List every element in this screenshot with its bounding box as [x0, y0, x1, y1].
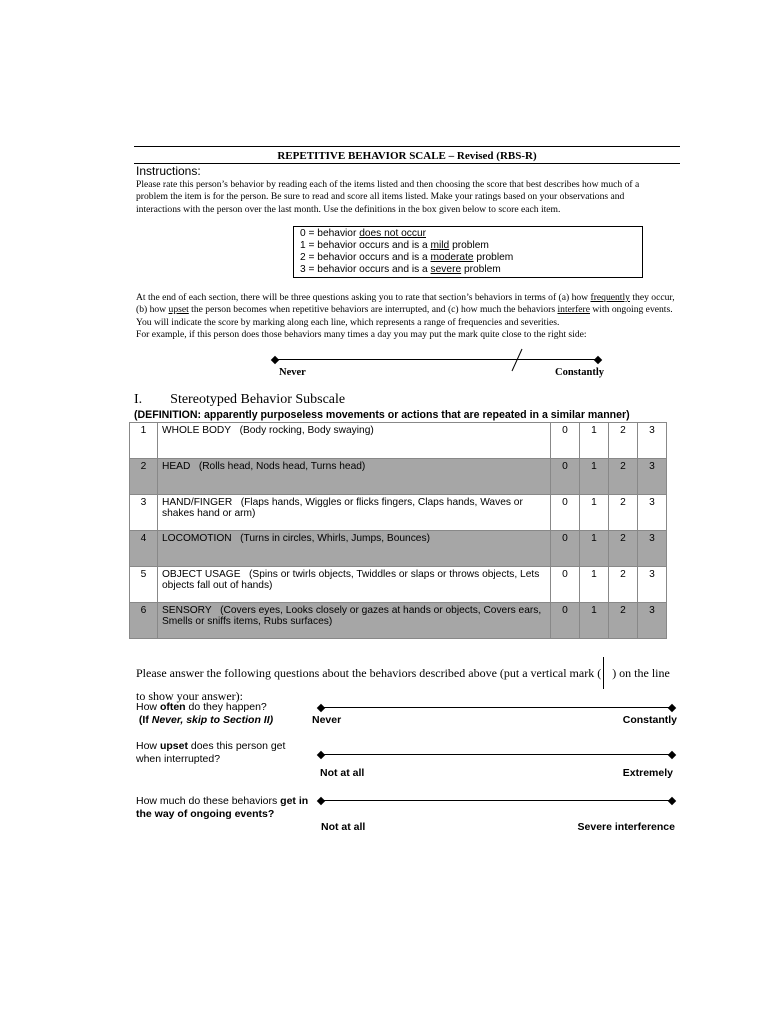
definition-3: 3 = behavior occurs and is a severe problem: [300, 264, 501, 275]
questions-intro: Please answer the following questions about the behaviors described above (put a vertical mark ( ) on the line to show your answer):: [136, 657, 676, 704]
score-option-1[interactable]: 1: [580, 423, 609, 459]
table-row: [130, 567, 667, 603]
score-option-0[interactable]: 0: [551, 603, 580, 639]
score-option-3[interactable]: 3: [638, 603, 667, 639]
score-option-0[interactable]: 0: [551, 495, 580, 531]
table-row: [130, 459, 667, 495]
often-scale-left-label: Never: [312, 714, 342, 726]
table-row: [130, 423, 667, 459]
question-upset: How upset does this person get when interrupted?: [136, 740, 286, 765]
section-definition: (DEFINITION: apparently purposeless movements or actions that are repeated in a similar manner): [134, 409, 630, 421]
items-table: [129, 422, 667, 639]
score-option-3[interactable]: 3: [638, 567, 667, 603]
item-number: 6: [130, 603, 158, 639]
example-scale-right-label: Constantly: [555, 367, 605, 378]
item-examples: (Turns in circles, Whirls, Jumps, Bounces): [240, 533, 430, 544]
item-number: 3: [130, 495, 158, 531]
score-option-1[interactable]: 1: [580, 603, 609, 639]
item-description: [158, 567, 551, 603]
item-number: 2: [130, 459, 158, 495]
example-mark: [510, 348, 524, 372]
upset-scale-right-label: Extremely: [622, 767, 673, 779]
score-option-2[interactable]: 2: [609, 603, 638, 639]
page-title: REPETITIVE BEHAVIOR SCALE – Revised (RBS-R): [277, 150, 537, 162]
item-name: SENSORY: [162, 605, 212, 616]
score-option-1[interactable]: 1: [580, 531, 609, 567]
often-scale-left-end: [317, 704, 325, 712]
top-rule: [134, 146, 680, 147]
item-name: HAND/FINGER: [162, 497, 233, 508]
score-option-0[interactable]: 0: [551, 567, 580, 603]
interference-scale-left-label: Not at all: [321, 821, 366, 833]
interference-scale-left-end: [317, 797, 325, 805]
instructions-heading: Instructions:: [136, 164, 201, 178]
item-name: LOCOMOTION: [162, 533, 232, 544]
often-scale-line[interactable]: [321, 707, 671, 708]
item-number: 4: [130, 531, 158, 567]
score-option-1[interactable]: 1: [580, 567, 609, 603]
example-scale-right-end: [594, 356, 602, 364]
question-interference: How much do these behaviors get in the way of ongoing events?: [136, 795, 309, 820]
score-option-2[interactable]: 2: [609, 459, 638, 495]
definition-2: 2 = behavior occurs and is a moderate problem: [300, 252, 514, 263]
item-description: [158, 459, 551, 495]
item-name: WHOLE BODY: [162, 425, 232, 436]
rating-explanation: At the end of each section, there will be three questions asking you to rate that section’s behaviors in terms of (a) how frequently they occur, (b) how upset the person becomes when repetitive behaviors are interrupted, and (c) how much the behaviors interfere with ongoing events. You will indicate the score by marking along each line, which represents a range of frequencies and severities. For example, if this person does those behaviors many times a day you may put the mark quite close to the right side:: [136, 292, 675, 341]
item-description: [158, 423, 551, 459]
score-option-3[interactable]: 3: [638, 459, 667, 495]
upset-scale-left-label: Not at all: [320, 767, 365, 779]
definition-0: 0 = behavior does not occur: [300, 228, 427, 239]
score-option-0[interactable]: 0: [551, 531, 580, 567]
item-number: 1: [130, 423, 158, 459]
example-scale-line: [275, 359, 598, 360]
interference-scale-right-end: [668, 797, 676, 805]
score-option-0[interactable]: 0: [551, 423, 580, 459]
table-row: [130, 495, 667, 531]
item-examples: (Flaps hands, Wiggles or flicks fingers, Claps hands, Waves or shakes hand or arm): [162, 497, 523, 519]
table-row: [130, 603, 667, 639]
item-name: OBJECT USAGE: [162, 569, 241, 580]
definition-1: 1 = behavior occurs and is a mild problem: [300, 240, 489, 251]
item-name: HEAD: [162, 461, 191, 472]
instructions-body: Please rate this person’s behavior by reading each of the items listed and then choosing the score that best describes how much of a problem the item is for the person. Be sure to read and score all items listed. Make your ratings based on your observations and interactions with the person over the last month. Use the definitions in the box given below to score each item.: [136, 179, 640, 215]
interference-scale-line[interactable]: [321, 800, 671, 801]
score-option-0[interactable]: 0: [551, 459, 580, 495]
score-option-2[interactable]: 2: [609, 567, 638, 603]
score-option-2[interactable]: 2: [609, 531, 638, 567]
question-often: How often do they happen? (If Never, skip to Section II): [136, 701, 274, 726]
item-examples: (Rolls head, Nods head, Turns head): [198, 461, 366, 472]
title-rule: [134, 163, 680, 164]
item-description: [158, 495, 551, 531]
table-row: [130, 531, 667, 567]
often-scale-right-end: [668, 704, 676, 712]
often-scale-right-label: Constantly: [622, 714, 677, 726]
score-option-3[interactable]: 3: [638, 423, 667, 459]
upset-scale-right-end: [668, 751, 676, 759]
item-number: 5: [130, 567, 158, 603]
score-option-1[interactable]: 1: [580, 459, 609, 495]
score-definitions-box: [293, 226, 643, 278]
score-option-2[interactable]: 2: [609, 423, 638, 459]
item-examples: (Body rocking, Body swaying): [239, 425, 374, 436]
item-description: [158, 531, 551, 567]
section-heading: I. Stereotyped Behavior Subscale: [134, 392, 346, 407]
example-scale-left-end: [271, 356, 279, 364]
upset-scale-left-end: [317, 751, 325, 759]
vertical-mark-example: [603, 657, 612, 689]
score-option-1[interactable]: 1: [580, 495, 609, 531]
interference-scale-right-label: Severe interference: [577, 821, 675, 833]
item-examples: (Covers eyes, Looks closely or gazes at hands or objects, Covers ears, Smells or sniffs items, Rubs surfaces): [162, 605, 542, 627]
score-option-2[interactable]: 2: [609, 495, 638, 531]
item-description: [158, 603, 551, 639]
example-scale-left-label: Never: [279, 367, 306, 378]
score-option-3[interactable]: 3: [638, 495, 667, 531]
item-examples: (Spins or twirls objects, Twiddles or slaps or throws objects, Lets objects fall out of hands): [162, 569, 540, 591]
upset-scale-line[interactable]: [321, 754, 671, 755]
score-option-3[interactable]: 3: [638, 531, 667, 567]
